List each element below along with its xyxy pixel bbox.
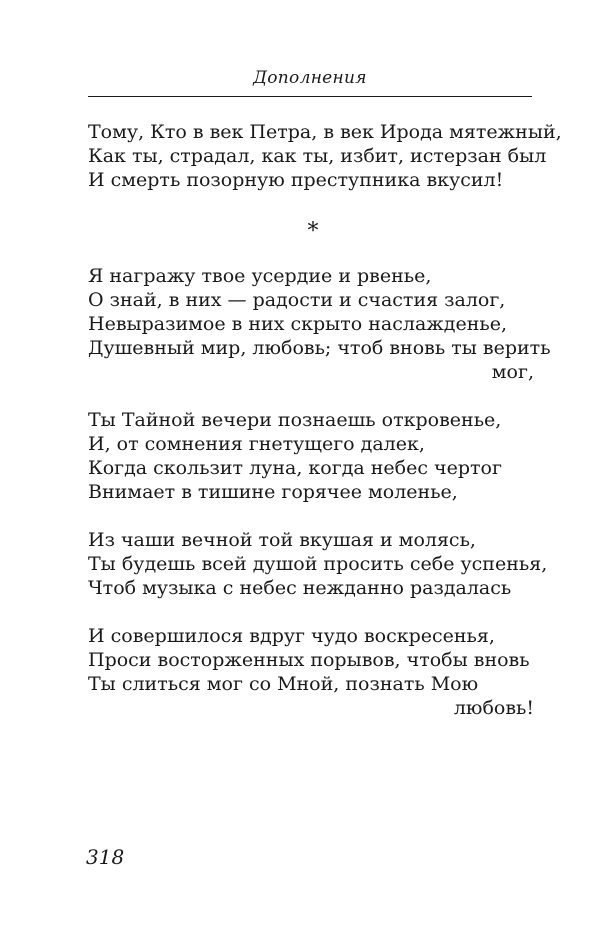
poem-body (88, 120, 562, 720)
stanza-1 (88, 120, 562, 192)
stanza-2 (88, 264, 551, 384)
verse-line: И смерть позорную преступника вкусил! (88, 169, 504, 191)
verse-line: И совершилося вдруг чудо воскресенья, (88, 625, 495, 647)
stanza-gap (88, 600, 534, 624)
verse-line: Внимает в тишине горячее моленье, (88, 481, 458, 503)
running-header: Дополнения (253, 68, 367, 88)
verse-line: Тому, Кто в век Петра, в век Ирода мятежный, (88, 121, 562, 143)
stanza-gap (88, 384, 534, 408)
page-number: 318 (86, 845, 125, 869)
verse-line: Проси восторженных порывов, чтобы вновь (88, 649, 530, 671)
stanza-4 (88, 528, 548, 600)
verse-line: Чтоб музыка с небес нежданно раздалась (88, 577, 512, 599)
verse-line: И, от сомнения гнетущего далек, (88, 433, 425, 455)
section-separator-asterisk: * (307, 219, 319, 244)
verse-line: Ты будешь всей душой просить себе успенья, (88, 553, 548, 575)
verse-line-continuation: мог, (491, 361, 534, 383)
verse-line: Невыразимое в них скрыто наслажденье, (88, 313, 508, 335)
verse-line: Я награжу твое усердие и рвенье, (88, 265, 432, 287)
verse-line: Когда скользит луна, когда небес чертог (88, 457, 502, 479)
verse-line: Ты слиться мог со Мной, познать Мою (88, 673, 479, 695)
verse-line: Ты Тайной вечери познаешь откровенье, (88, 409, 502, 431)
verse-line: О знай, в них — радости и счастия залог, (88, 289, 506, 311)
stanza-3 (88, 408, 534, 504)
verse-line: Из чаши вечной той вкушая и молясь, (88, 529, 476, 551)
header-rule (88, 96, 532, 97)
verse-line: Как ты, страдал, как ты, избит, истерзан был (88, 145, 547, 167)
stanza-5 (88, 624, 534, 720)
stanza-gap (88, 504, 534, 528)
verse-line-continuation: любовь! (453, 697, 534, 719)
verse-line: Душевный мир, любовь; чтоб вновь ты верить (88, 337, 551, 359)
